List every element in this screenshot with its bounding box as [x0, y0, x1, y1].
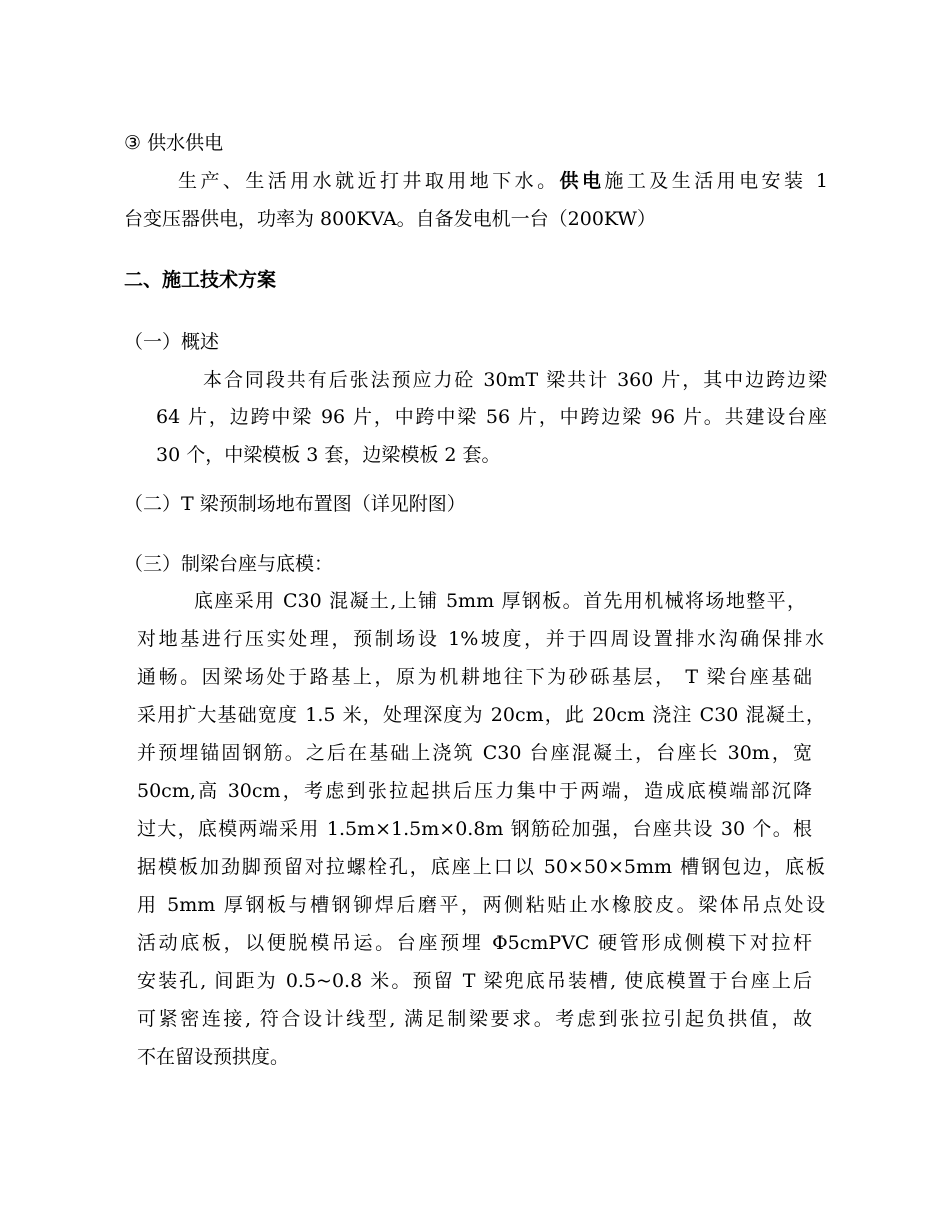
pedestal-line-9: 用 5mm 厚钢板与槽钢铆焊后磨平，两侧粘贴止水橡胶皮。梁体吊点处设 — [137, 894, 825, 916]
pedestal-line-12: 可紧密连接, 符合设计线型, 满足制梁要求。考虑到张拉引起负拱值，故 — [137, 1008, 812, 1030]
pedestal-line-5: 并预埋锚固钢筋。之后在基础上浇筑 C30 台座混凝土，台座长 30m，宽 — [137, 742, 812, 764]
pedestal-line-4: 采用扩大基础宽度 1.5 米，处理深度为 20cm，此 20cm 浇注 C30 混凝土， — [137, 704, 825, 726]
pedestal-line-8: 据模板加劲脚预留对拉螺栓孔，底座上口以 50×50×5mm 槽钢包边，底板 — [137, 856, 825, 878]
pedestal-line-10: 活动底板，以便脱模吊运。台座预埋 Φ5cmPVC 硬管形成侧模下对拉杆 — [137, 932, 812, 954]
heading-water-power: ③ 供水供电 — [124, 132, 224, 154]
pedestal-line-13: 不在留设预拱度。 — [137, 1046, 290, 1068]
pedestal-line-2: 对地基进行压实处理，预制场设 1%坡度，并于四周设置排水沟确保排水 — [137, 628, 824, 650]
overview-line-3: 30 个，中梁模板 3 套，边梁模板 2 套。 — [156, 444, 501, 466]
pedestal-line-1: 底座采用 C30 混凝土,上铺 5mm 厚钢板。首先用机械将场地整平， — [194, 590, 806, 612]
water-power-text-a: 生产、生活用水就近打井取用地下水。 — [178, 170, 560, 192]
water-power-text-b: 施工及生活用电安装 1 — [604, 170, 828, 192]
overview-line-2: 64 片，边跨中梁 96 片，中跨中梁 56 片，中跨边梁 96 片。共建设台座 — [156, 406, 827, 428]
pedestal-line-3: 通畅。因梁场处于路基上，原为机耕地往下为砂砾基层， T 梁台座基础 — [137, 666, 812, 688]
pedestal-line-7: 过大，底模两端采用 1.5m×1.5m×0.8m 钢筋砼加强，台座共设 30 个。根 — [137, 818, 812, 840]
heading-site-layout: （二）T 梁预制场地布置图（详见附图） — [124, 493, 466, 515]
water-power-text-bold: 供电 — [559, 170, 605, 192]
overview-line-1: 本合同段共有后张法预应力砼 30mT 梁共计 360 片，其中边跨边梁 — [203, 369, 827, 391]
paragraph-water-power-line-1 — [178, 169, 828, 193]
pedestal-line-6: 50cm,高 30cm，考虑到张拉起拱后压力集中于两端，造成底模端部沉降 — [137, 780, 812, 802]
pedestal-line-11: 安装孔, 间距为 0.5~0.8 米。预留 T 梁兜底吊装槽, 使底模置于台座上后 — [137, 970, 812, 992]
heading-construction-plan: 二、施工技术方案 — [124, 269, 277, 291]
heading-overview: （一）概述 — [124, 331, 220, 353]
paragraph-water-power-line-2: 台变压器供电，功率为 800KVA。自备发电机一台（200KW） — [124, 208, 656, 230]
heading-pedestal-bottom-mold: （三）制梁台座与底模： — [124, 553, 334, 575]
